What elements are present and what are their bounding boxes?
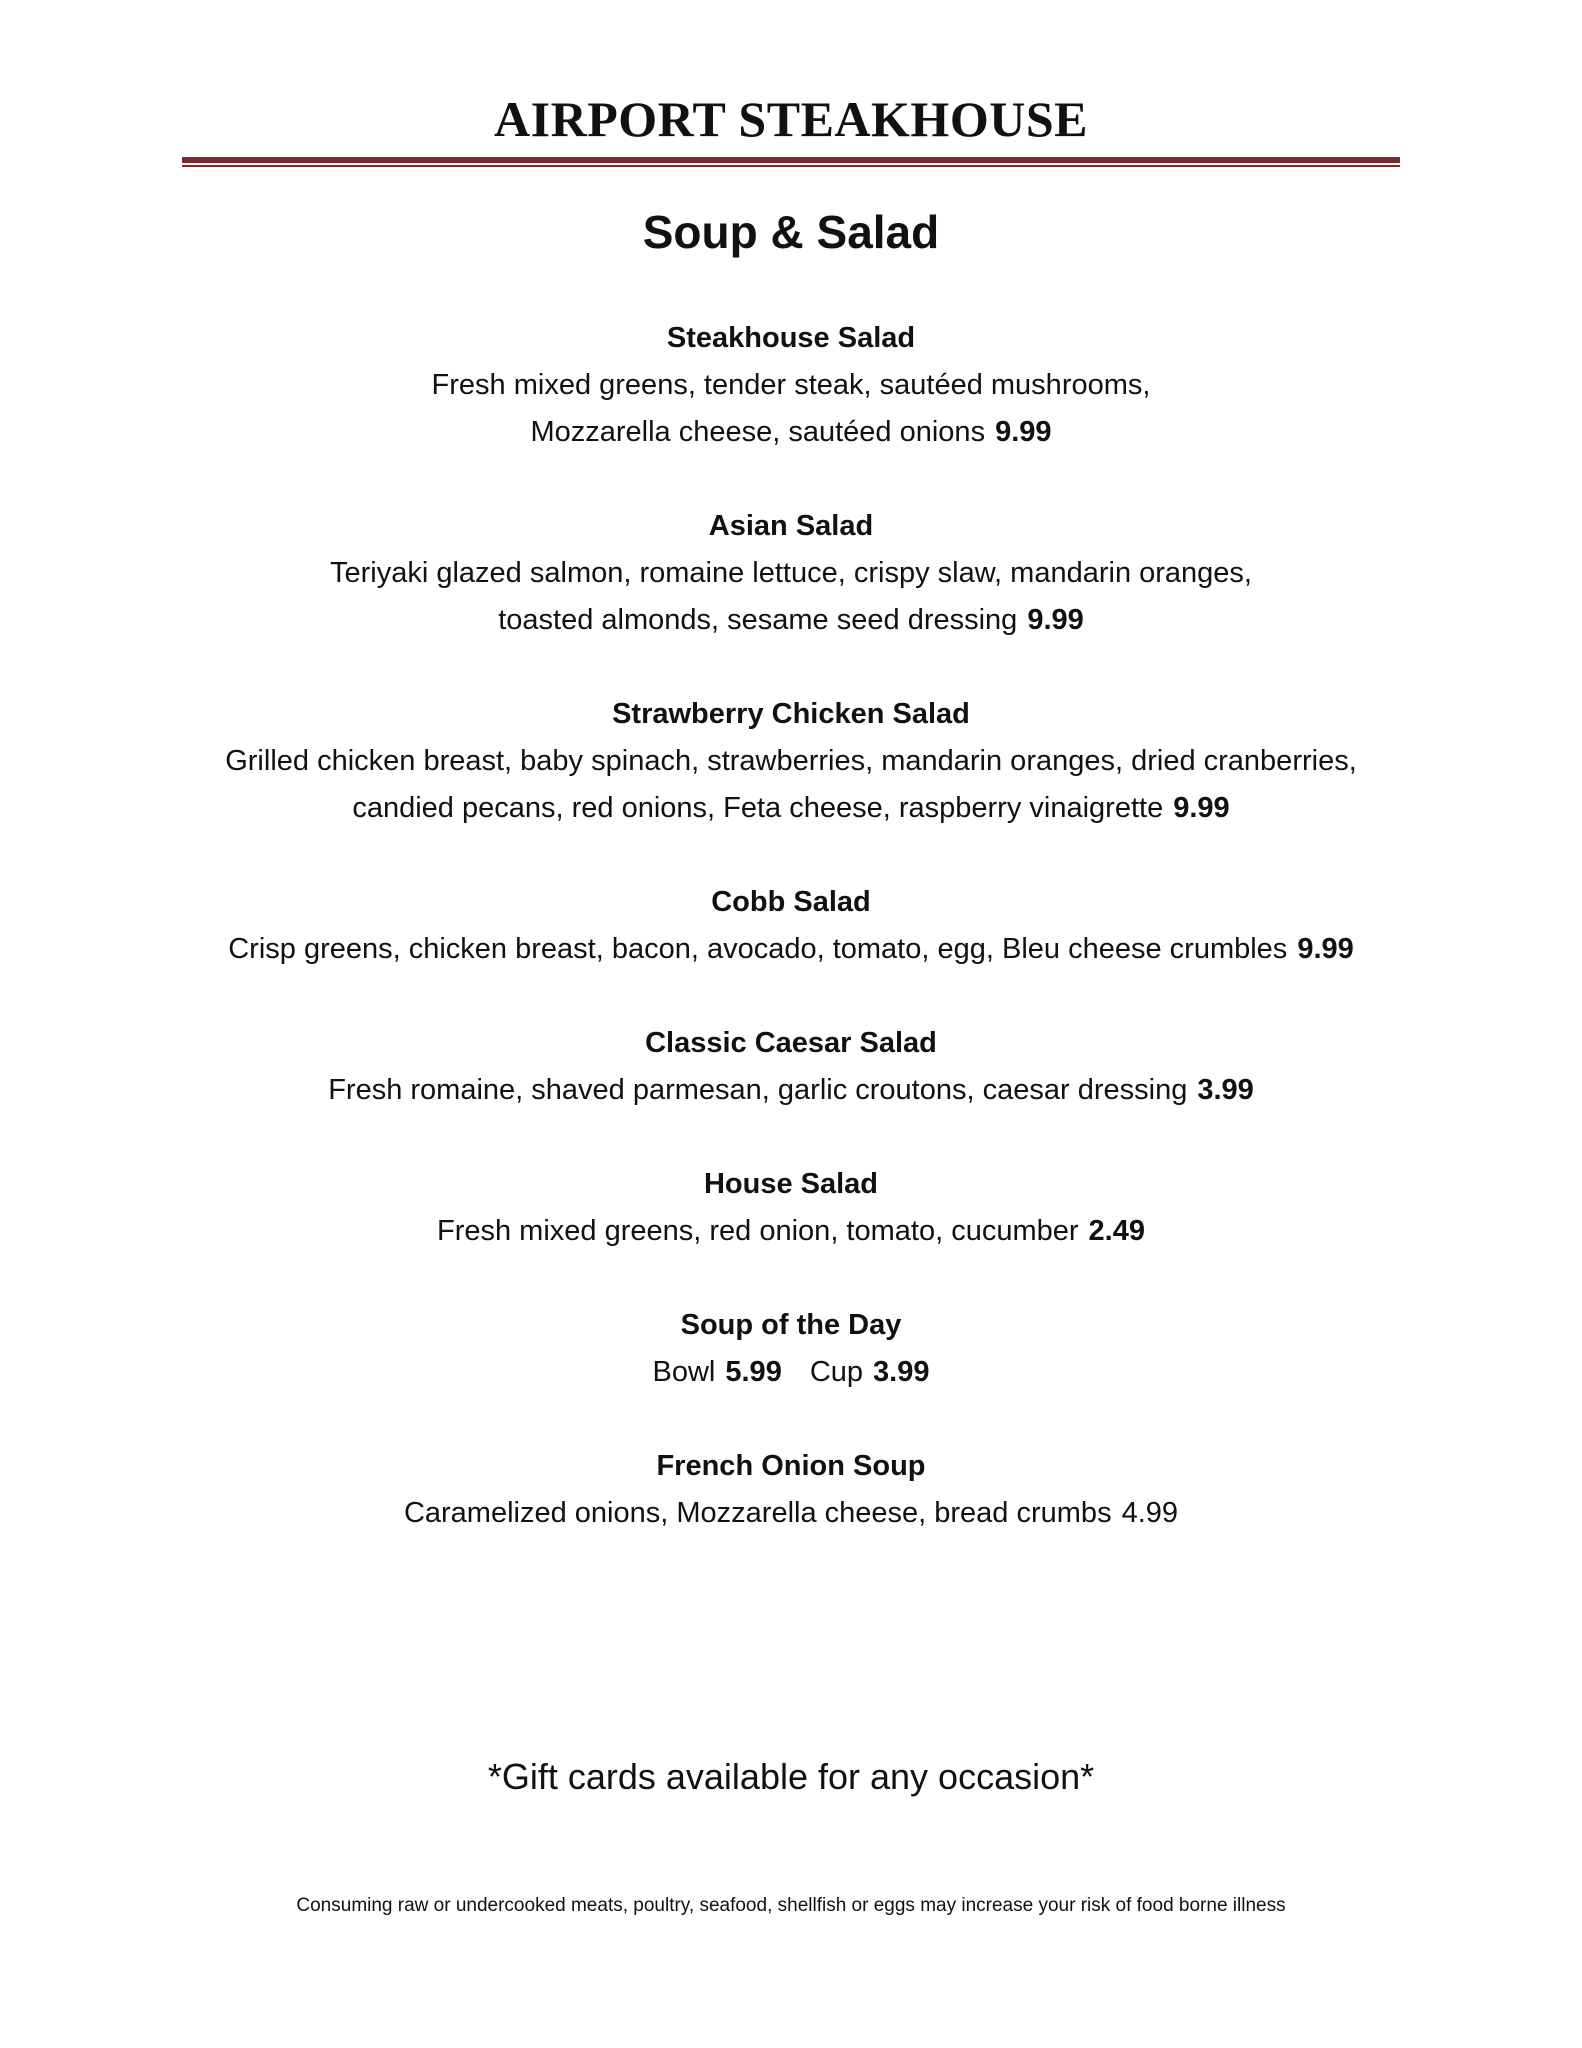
item-price: 9.99 [1297,933,1354,965]
option-price-cup: 3.99 [873,1356,930,1388]
menu-item-house-salad [0,1161,1582,1255]
item-description [0,409,1582,456]
item-description-text: toasted almonds, sesame seed dressing [498,604,1018,636]
item-price: 3.99 [1197,1074,1254,1106]
item-price: 9.99 [1027,604,1084,636]
menu-item-asian-salad [0,503,1582,644]
item-description: Grilled chicken breast, baby spinach, strawberries, mandarin oranges, dried cranberries, [225,745,1357,777]
menu-item-french-onion-soup [0,1443,1582,1537]
menu-item-classic-caesar-salad [0,1020,1582,1114]
item-description [0,1208,1582,1255]
menu-item-strawberry-chicken-salad [0,691,1582,832]
item-name: Asian Salad [708,510,874,542]
header-divider-thick [182,157,1400,163]
header-divider [182,157,1400,167]
item-description: Teriyaki glazed salmon, romaine lettuce, crispy slaw, mandarin oranges, [330,557,1252,589]
food-safety-disclaimer: Consuming raw or undercooked meats, poultry, seafood, shellfish or eggs may increase your risk of food borne illness [296,1895,1286,1916]
item-name: Classic Caesar Salad [645,1027,937,1059]
item-description [0,926,1582,973]
gift-card-note: *Gift cards available for any occasion* [487,1756,1095,1797]
item-name: Soup of the Day [680,1309,902,1341]
item-price: 4.99 [1121,1497,1179,1529]
item-price: 9.99 [1173,792,1230,824]
item-description-text: Fresh mixed greens, red onion, tomato, cucumber [437,1215,1079,1247]
menu-item-steakhouse-salad [0,315,1582,456]
item-name: French Onion Soup [656,1450,926,1482]
item-description-text: Fresh romaine, shaved parmesan, garlic croutons, caesar dressing [328,1074,1188,1106]
item-name: Strawberry Chicken Salad [612,698,970,730]
item-options [0,1349,1582,1396]
option-label-cup: Cup [809,1356,864,1388]
item-description [0,1067,1582,1114]
section-title: Soup & Salad [642,206,940,258]
item-description [0,597,1582,644]
item-price: 9.99 [995,416,1052,448]
item-description: Fresh mixed greens, tender steak, sautéed mushrooms, [431,369,1151,401]
header-divider-thin [182,165,1400,167]
item-description [0,1490,1582,1537]
item-description [0,785,1582,832]
option-price-bowl: 5.99 [725,1356,782,1388]
item-name: House Salad [703,1168,879,1200]
item-description-text: Crisp greens, chicken breast, bacon, avocado, tomato, egg, Bleu cheese crumbles [228,933,1288,965]
menu-items [0,315,1582,1584]
menu-item-cobb-salad [0,879,1582,973]
item-description-text: candied pecans, red onions, Feta cheese, raspberry vinaigrette [352,792,1164,824]
item-description-text: Caramelized onions, Mozzarella cheese, bread crumbs [403,1497,1112,1529]
item-price: 2.49 [1088,1215,1145,1247]
item-name: Cobb Salad [711,886,871,918]
item-name: Steakhouse Salad [666,322,916,354]
option-label-bowl: Bowl [652,1356,716,1388]
item-description-text: Mozzarella cheese, sautéed onions [530,416,986,448]
menu-item-soup-of-the-day [0,1302,1582,1396]
restaurant-name: AIRPORT STEAKHOUSE [494,91,1088,147]
